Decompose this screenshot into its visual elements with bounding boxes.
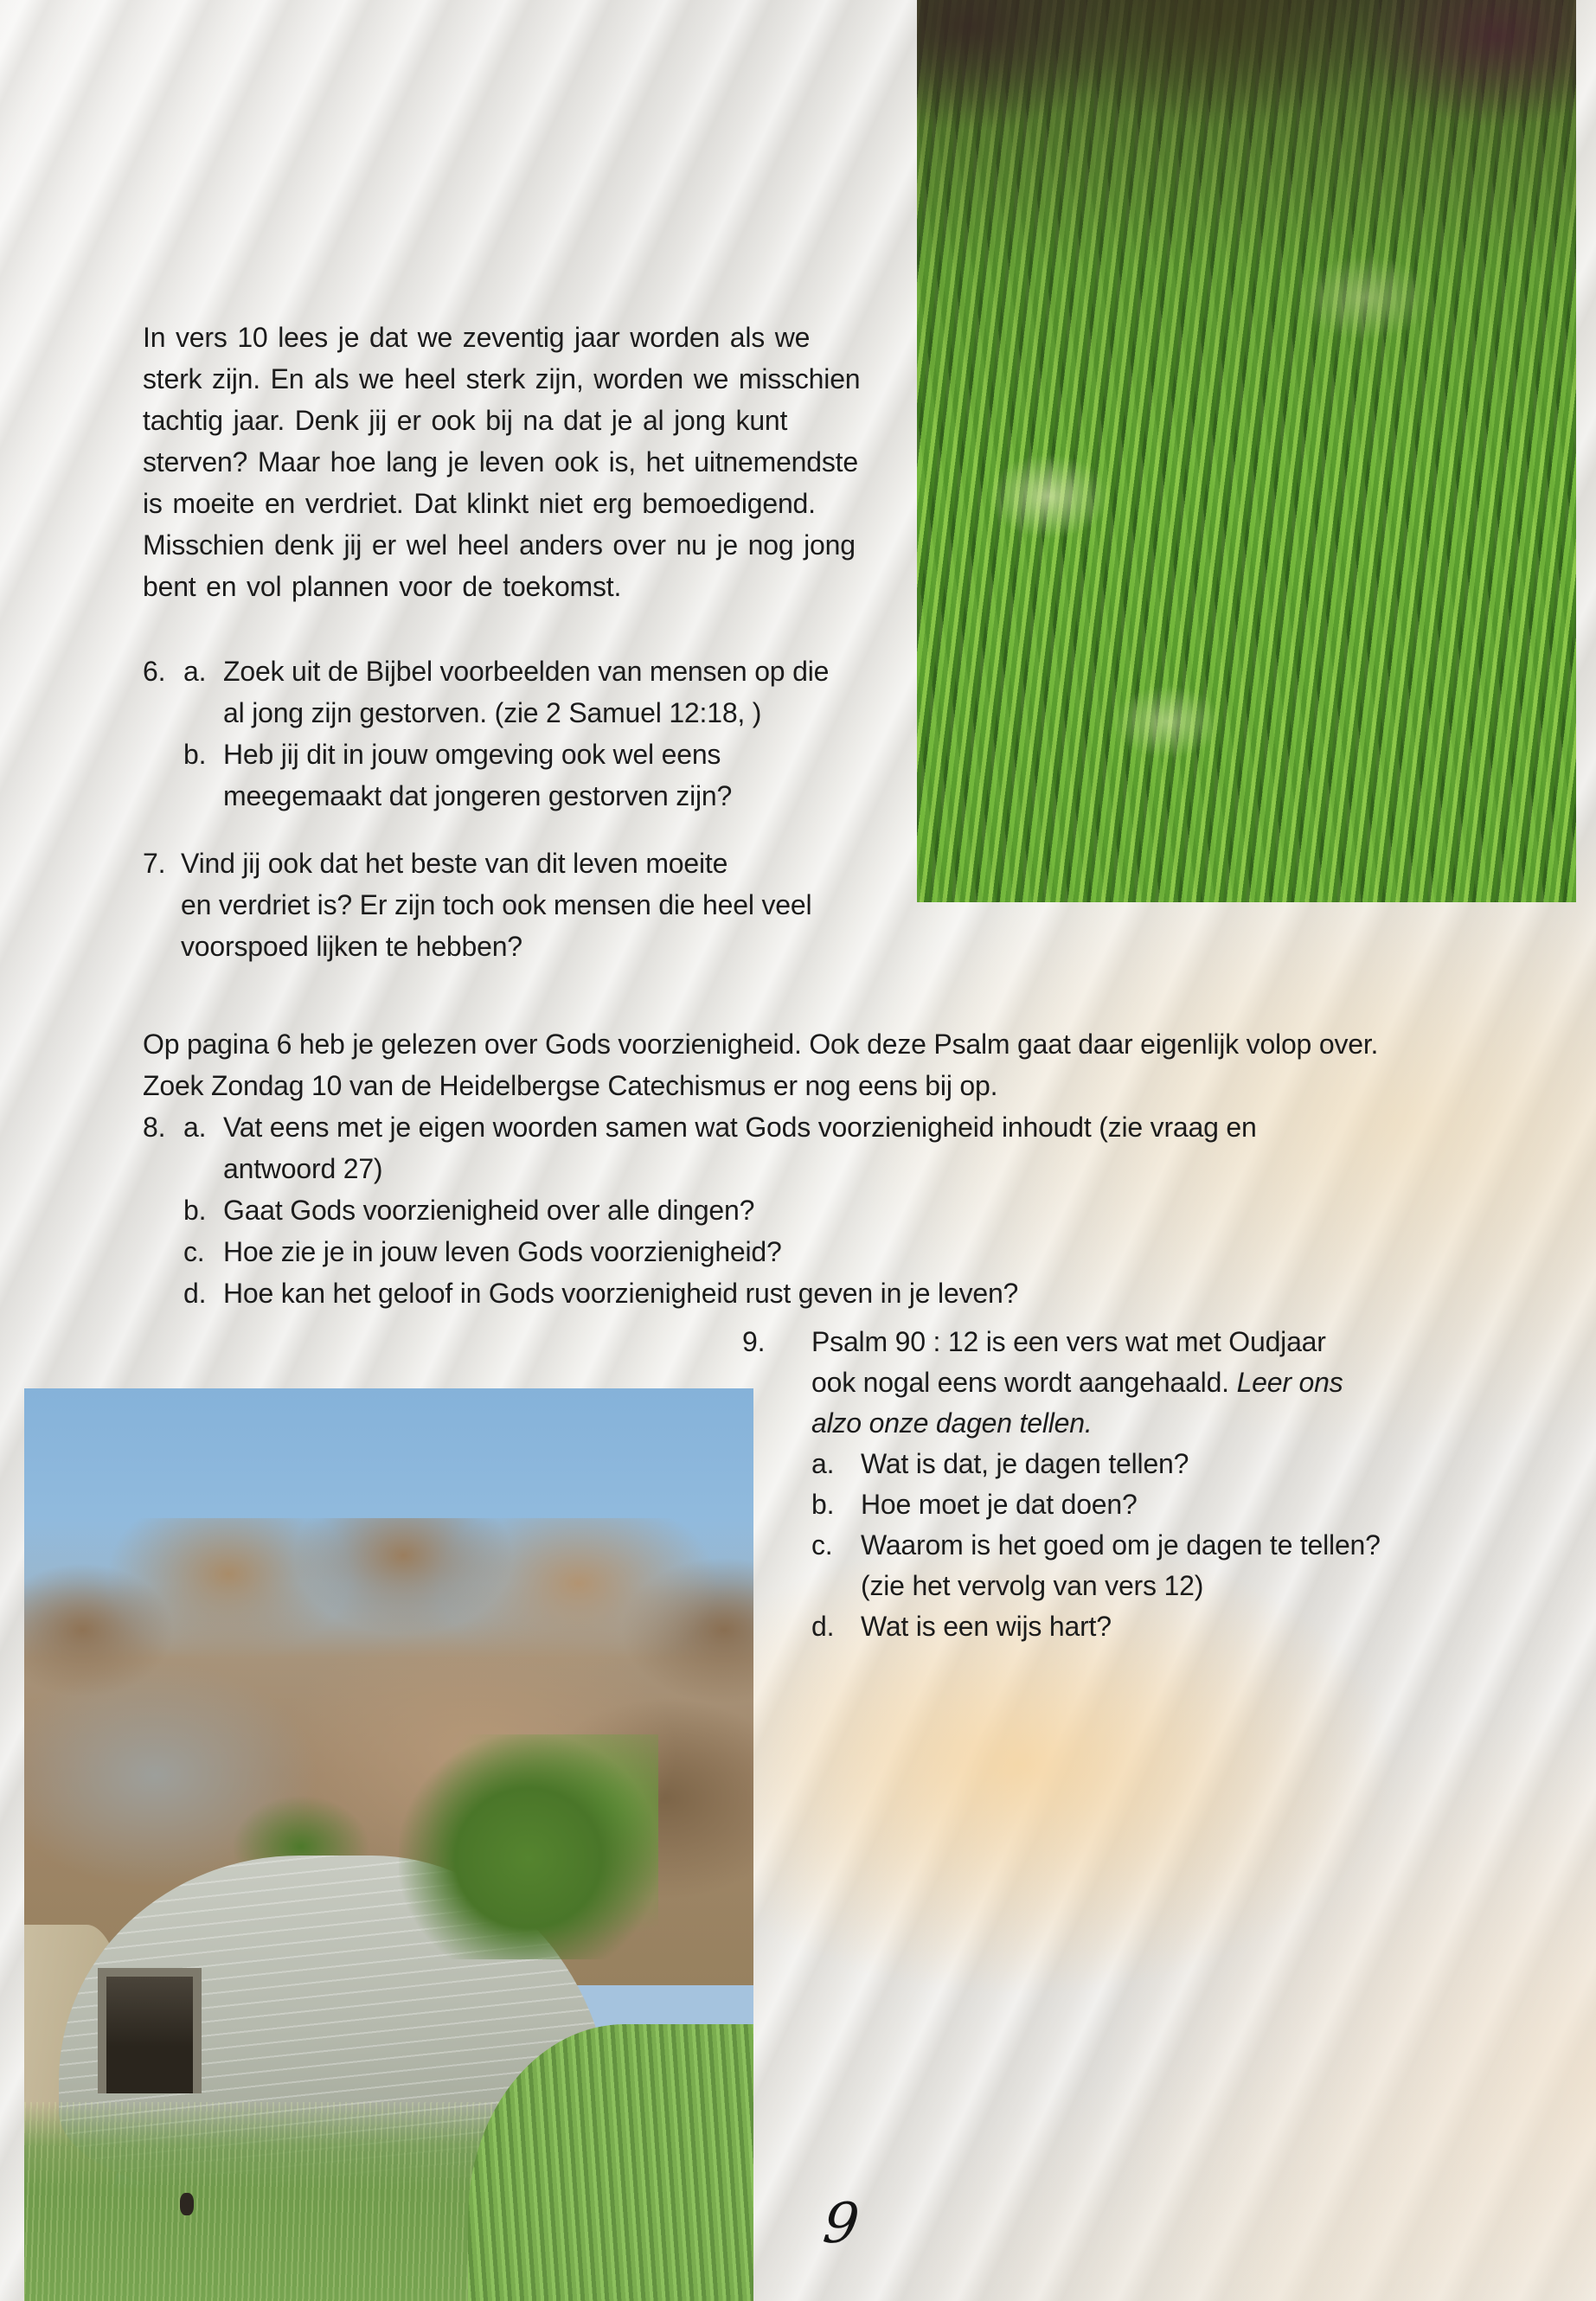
intro-line: Misschien denk jij er wel heel anders over nu je nog jong bbox=[143, 529, 856, 561]
question-8-line bbox=[143, 1189, 1378, 1231]
question-8-line bbox=[143, 1272, 1378, 1314]
question-9 bbox=[742, 1322, 1381, 1647]
spacer bbox=[143, 692, 183, 734]
intro-line: sterk zijn. En als we heel sterk zijn, worden we misschien bbox=[143, 363, 861, 394]
spacer bbox=[143, 1231, 183, 1272]
providence-section bbox=[143, 1023, 1378, 1314]
question-9-line bbox=[742, 1444, 1381, 1484]
question-number: 7. bbox=[143, 848, 166, 879]
question-7-line bbox=[143, 926, 811, 967]
item-letter: d. bbox=[811, 1611, 835, 1642]
item-letter: d. bbox=[183, 1278, 207, 1309]
item-text: Zoek uit de Bijbel voorbeelden van mensen op die bbox=[223, 656, 830, 687]
item-text: Hoe moet je dat doen? bbox=[861, 1489, 1138, 1520]
spacer bbox=[143, 926, 181, 967]
question-6-line bbox=[143, 775, 829, 817]
question-8-line bbox=[143, 1231, 1378, 1272]
question-6 bbox=[143, 651, 829, 817]
intro-line: bent en vol plannen voor de toekomst. bbox=[143, 571, 622, 602]
item-text: antwoord 27) bbox=[223, 1153, 383, 1184]
item-text: Waarom is het goed om je dagen te tellen? bbox=[861, 1529, 1381, 1561]
question-7 bbox=[143, 843, 811, 967]
item-text: Hoe kan het geloof in Gods voorzienigheid rust geven in je leven? bbox=[223, 1278, 1019, 1309]
question-6-line bbox=[143, 734, 829, 775]
spacer bbox=[742, 1484, 811, 1525]
spacer bbox=[742, 1444, 811, 1484]
spacer bbox=[742, 1403, 811, 1444]
question-number: 9. bbox=[742, 1326, 766, 1357]
question-9-line bbox=[742, 1484, 1381, 1525]
spacer bbox=[183, 1148, 223, 1189]
question-number: 8. bbox=[143, 1112, 166, 1143]
item-text-italic: alzo onze dagen tellen. bbox=[811, 1407, 1093, 1439]
spacer bbox=[742, 1566, 811, 1606]
question-9-line bbox=[742, 1566, 1381, 1606]
question-7-line bbox=[143, 884, 811, 926]
item-text: Hoe zie je in jouw leven Gods voorzienigheid? bbox=[223, 1236, 782, 1267]
item-text: Psalm 90 : 12 is een vers wat met Oudjaar bbox=[811, 1326, 1326, 1357]
item-letter: a. bbox=[811, 1448, 835, 1479]
spacer bbox=[183, 692, 223, 734]
bunker-photo-doorway bbox=[98, 1968, 202, 2093]
question-9-line bbox=[742, 1606, 1381, 1647]
intro-line: tachtig jaar. Denk jij er ook bij na dat je al jong kunt bbox=[143, 405, 788, 436]
item-letter: c. bbox=[811, 1529, 833, 1561]
question-number: 6. bbox=[143, 656, 166, 687]
spacer bbox=[143, 1148, 183, 1189]
item-letter: b. bbox=[811, 1489, 835, 1520]
item-text bbox=[811, 1362, 1343, 1403]
bunker-photo bbox=[24, 1388, 753, 2301]
spacer bbox=[183, 775, 223, 817]
spacer bbox=[742, 1606, 811, 1647]
question-9-line bbox=[742, 1525, 1381, 1566]
item-text: al jong zijn gestorven. (zie 2 Samuel 12:18, ) bbox=[223, 697, 762, 728]
question-9-line bbox=[742, 1362, 1381, 1403]
question-9-line bbox=[742, 1322, 1381, 1362]
spacer bbox=[143, 775, 183, 817]
spacer bbox=[143, 1189, 183, 1231]
spacer bbox=[742, 1525, 811, 1566]
item-text: Gaat Gods voorzienigheid over alle dingen? bbox=[223, 1195, 755, 1226]
question-8-line bbox=[143, 1106, 1378, 1148]
providence-line: Zoek Zondag 10 van de Heidelbergse Catechismus er nog eens bij op. bbox=[143, 1070, 998, 1101]
item-letter: a. bbox=[183, 656, 207, 687]
item-letter: c. bbox=[183, 1236, 205, 1267]
bunker-photo-bush bbox=[399, 1734, 658, 1959]
providence-line: Op pagina 6 heb je gelezen over Gods voorzienigheid. Ook deze Psalm gaat daar eigenlijk volop over. bbox=[143, 1029, 1379, 1060]
bunker-photo-figure bbox=[180, 2193, 194, 2215]
item-text: Vind jij ook dat het beste van dit leven moeite bbox=[181, 848, 728, 879]
intro-line: is moeite en verdriet. Dat klinkt niet erg bemoedigend. bbox=[143, 488, 816, 519]
question-6-line bbox=[143, 651, 829, 692]
question-8-line bbox=[143, 1148, 1378, 1189]
item-text: Wat is een wijs hart? bbox=[861, 1611, 1112, 1642]
question-9-line bbox=[742, 1403, 1381, 1444]
item-text: Wat is dat, je dagen tellen? bbox=[861, 1448, 1189, 1479]
item-letter: b. bbox=[183, 739, 207, 770]
item-text: en verdriet is? Er zijn toch ook mensen die heel veel bbox=[181, 889, 812, 920]
intro-paragraph bbox=[143, 317, 860, 607]
question-6-line bbox=[143, 692, 829, 734]
intro-line: sterven? Maar hoe lang je leven ook is, het uitnemendste bbox=[143, 446, 858, 478]
question-7-line bbox=[143, 843, 811, 884]
intro-line: In vers 10 lees je dat we zeventig jaar worden als we bbox=[143, 322, 811, 353]
spacer bbox=[143, 884, 181, 926]
item-text: (zie het vervolg van vers 12) bbox=[861, 1570, 1204, 1601]
spacer bbox=[143, 734, 183, 775]
page-number: 9 bbox=[820, 2192, 862, 2256]
item-letter: b. bbox=[183, 1195, 207, 1226]
grass-photo bbox=[917, 0, 1576, 902]
item-text-italic: Leer ons bbox=[1236, 1367, 1343, 1398]
spacer bbox=[143, 1272, 183, 1314]
spacer bbox=[811, 1566, 861, 1606]
item-text-regular: ook nogal eens wordt aangehaald. bbox=[811, 1367, 1237, 1398]
item-text: meegemaakt dat jongeren gestorven zijn? bbox=[223, 780, 733, 811]
item-text: Heb jij dit in jouw omgeving ook wel eens bbox=[223, 739, 721, 770]
item-letter: a. bbox=[183, 1112, 207, 1143]
item-text: voorspoed lijken te hebben? bbox=[181, 931, 522, 962]
spacer bbox=[742, 1362, 811, 1403]
item-text: Vat eens met je eigen woorden samen wat Gods voorzienigheid inhoudt (zie vraag en bbox=[223, 1112, 1257, 1143]
